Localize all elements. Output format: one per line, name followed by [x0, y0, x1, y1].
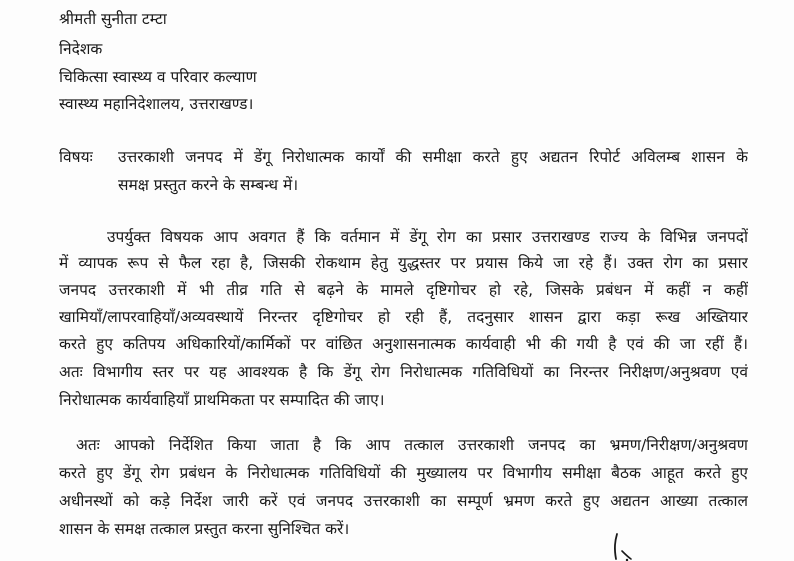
paragraph1-line: उपर्युक्त विषयक आप अवगत हैं कि वर्तमान में डेंगू रोग का प्रसार उत्तराखण्ड राज्य के विभिन्न जनपदों — [107, 228, 748, 246]
paragraph2-line: शासन के समक्ष तत्काल प्रस्तुत करना सुनिश्चित करें। — [59, 520, 350, 538]
addressee-name: श्रीमती सुनीता टम्टा — [59, 10, 167, 28]
signature-mark — [608, 532, 638, 561]
paragraph2-line: अधीनस्थों को कड़े निर्देश जारी करें एवं जनपद उत्तरकाशी का सम्पूर्ण भ्रमण करते हुए अद्यतन आख्या तत्काल — [59, 492, 748, 510]
paragraph1-line: जनपद उत्तरकाशी में भी तीव्र गति से बढ़ने के मामले दृष्टिगोचर हो रहे, जिसके प्रबंधन में कहीं न कहीं — [59, 281, 748, 299]
paragraph2-line: करते हुए डेंगू रोग प्रबंधन के निरोधात्मक गतिविधियों की मुख्यालय पर विभागीय समीक्षा बैठक आहूत करते हुए — [59, 464, 748, 482]
paragraph1-line: में व्यापक रूप से फैल रहा है, जिसकी रोकथाम हेतु युद्धस्तर पर प्रयास किये जा रहे हैं। उक्त रोग का प्रसार — [59, 254, 748, 272]
subject-line-2: समक्ष प्रस्तुत करने के सम्बन्ध में। — [118, 176, 299, 194]
paragraph2-line: अतः आपको निर्देशित किया जाता है कि आप तत्काल उत्तरकाशी जनपद का भ्रमण/निरीक्षण/अनुश्रवण — [76, 436, 748, 454]
paragraph1-line: अतः विभागीय स्तर पर यह आवश्यक है कि डेंगू रोग निरोधात्मक गतिविधियों का निरन्तर निरीक्षण/अनुश्रवण एवं — [59, 363, 748, 381]
subject-label: विषयः — [59, 148, 93, 166]
paragraph1-line: निरोधात्मक कार्यवाहियाँ प्राथमिकता पर सम्पादित की जाए। — [59, 391, 385, 409]
addressee-office: स्वास्थ्य महानिदेशालय, उत्तराखण्ड। — [59, 95, 254, 113]
paragraph1-line: करते हुए कतिपय अधिकारियों/कार्मिकों पर वांछित अनुशासनात्मक कार्यवाही भी की गयी है एवं की जा रहीं हैं। — [59, 335, 748, 353]
addressee-department: चिकित्सा स्वास्थ्य व परिवार कल्याण — [59, 68, 257, 86]
addressee-designation: निदेशक — [59, 40, 103, 58]
paragraph1-line: खामियाँ/लापरवाहियाँ/अव्यवस्थायें निरन्तर दृष्टिगोचर हो रही हैं, तदनुसार शासन द्वारा कड़ा रूख अख्तियार — [59, 308, 748, 326]
subject-line-1: उत्तरकाशी जनपद में डेंगू निरोधात्मक कार्यों की समीक्षा करते हुए अद्यतन रिपोर्ट अविलम्ब शासन के — [118, 148, 748, 166]
